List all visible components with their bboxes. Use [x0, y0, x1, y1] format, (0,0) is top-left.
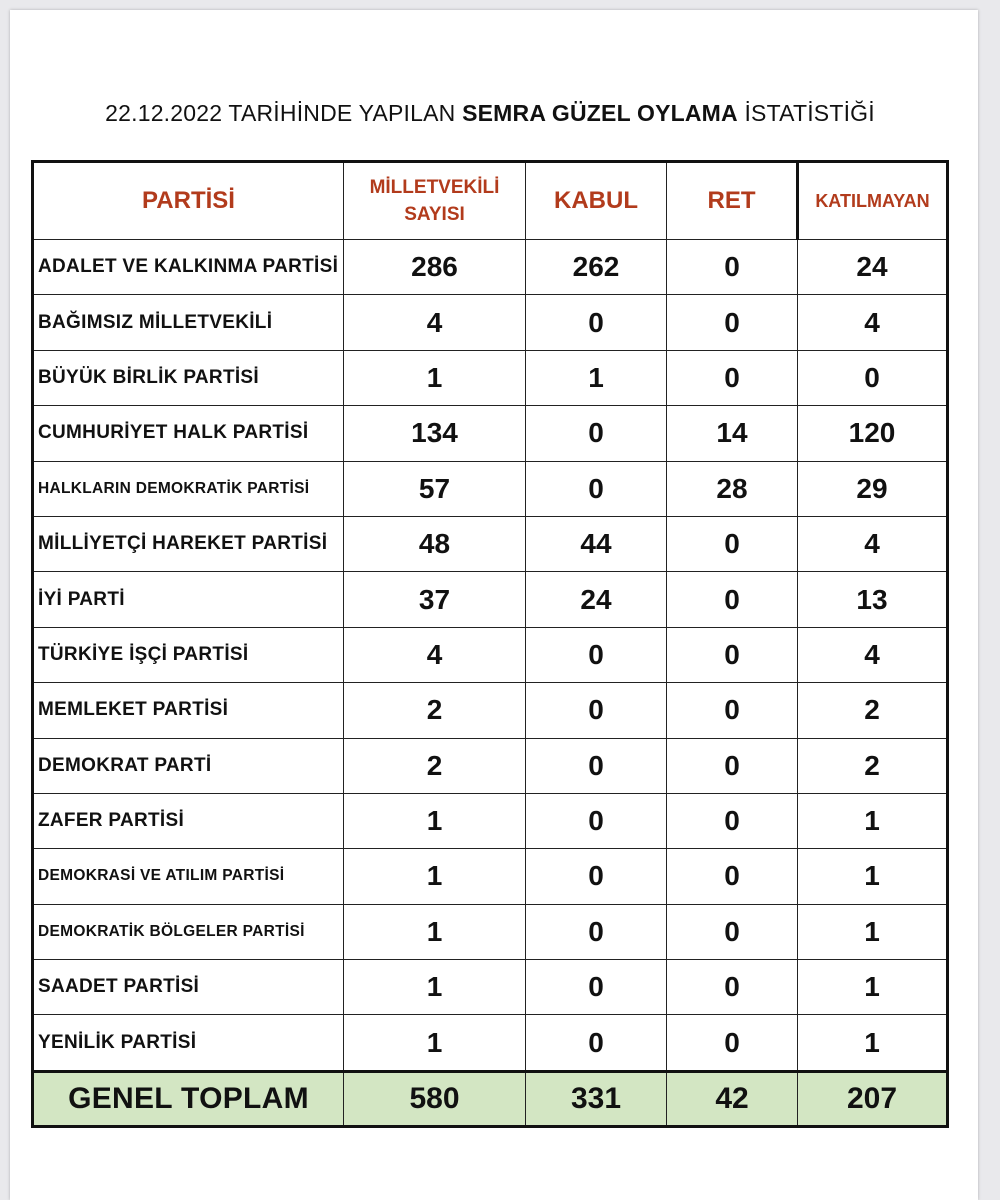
mv-cell: 1 [344, 904, 526, 959]
kabul-cell: 44 [526, 516, 667, 571]
party-cell: MİLLİYETÇİ HAREKET PARTİSİ [33, 516, 344, 571]
table-row [33, 793, 948, 848]
party-cell: DEMOKRATİK BÖLGELER PARTİSİ [33, 904, 344, 959]
mv-cell: 37 [344, 572, 526, 627]
header-mv-line2: SAYISI [404, 204, 465, 225]
mv-cell: 1 [344, 793, 526, 848]
vote-statistics-table [31, 160, 949, 1128]
kabul-cell: 0 [526, 738, 667, 793]
title-suffix: İSTATİSTİĞİ [744, 100, 875, 126]
katilmayan-cell: 1 [798, 1015, 948, 1071]
title-emphasis: SEMRA GÜZEL OYLAMA [462, 100, 738, 126]
kabul-cell: 0 [526, 406, 667, 461]
katilmayan-cell: 1 [798, 793, 948, 848]
header-row [33, 162, 948, 240]
party-cell: TÜRKİYE İŞÇİ PARTİSİ [33, 627, 344, 682]
katilmayan-cell: 24 [798, 240, 948, 295]
table-row [33, 960, 948, 1015]
ret-cell: 0 [667, 738, 798, 793]
katilmayan-cell: 1 [798, 904, 948, 959]
table-row [33, 240, 948, 295]
ret-cell: 0 [667, 793, 798, 848]
mv-cell: 1 [344, 960, 526, 1015]
party-cell: SAADET PARTİSİ [33, 960, 344, 1015]
kabul-cell: 0 [526, 295, 667, 350]
katilmayan-cell: 120 [798, 406, 948, 461]
ret-cell: 14 [667, 406, 798, 461]
katilmayan-cell: 4 [798, 516, 948, 571]
header-katilmayan: KATILMAYAN [798, 162, 948, 240]
header-mv-count [344, 162, 526, 240]
table-row [33, 406, 948, 461]
document-title [0, 100, 990, 127]
kabul-cell: 0 [526, 849, 667, 904]
katilmayan-cell: 4 [798, 295, 948, 350]
ret-cell: 28 [667, 461, 798, 516]
party-cell: ADALET VE KALKINMA PARTİSİ [33, 240, 344, 295]
ret-cell: 0 [667, 350, 798, 405]
kabul-cell: 0 [526, 793, 667, 848]
party-cell: MEMLEKET PARTİSİ [33, 683, 344, 738]
mv-cell: 4 [344, 627, 526, 682]
table-row [33, 1015, 948, 1071]
ret-cell: 0 [667, 572, 798, 627]
header-mv-line1: MİLLETVEKİLİ [369, 177, 500, 198]
table-row [33, 516, 948, 571]
katilmayan-cell: 1 [798, 849, 948, 904]
header-ret: RET [667, 162, 798, 240]
total-mv: 580 [344, 1071, 526, 1126]
ret-cell: 0 [667, 627, 798, 682]
party-cell: DEMOKRAT PARTİ [33, 738, 344, 793]
header-party: PARTİSİ [33, 162, 344, 240]
kabul-cell: 0 [526, 1015, 667, 1071]
katilmayan-cell: 29 [798, 461, 948, 516]
total-row [33, 1071, 948, 1126]
table-row [33, 350, 948, 405]
kabul-cell: 0 [526, 904, 667, 959]
katilmayan-cell: 4 [798, 627, 948, 682]
title-prefix: 22.12.2022 TARİHİNDE YAPILAN [105, 100, 456, 126]
party-cell: CUMHURİYET HALK PARTİSİ [33, 406, 344, 461]
katilmayan-cell: 2 [798, 738, 948, 793]
katilmayan-cell: 0 [798, 350, 948, 405]
header-kabul: KABUL [526, 162, 667, 240]
mv-cell: 134 [344, 406, 526, 461]
kabul-cell: 262 [526, 240, 667, 295]
mv-cell: 2 [344, 683, 526, 738]
table-row [33, 683, 948, 738]
kabul-cell: 0 [526, 627, 667, 682]
table-row [33, 738, 948, 793]
party-cell: HALKLARIN DEMOKRATİK PARTİSİ [33, 461, 344, 516]
table-row [33, 627, 948, 682]
party-cell: YENİLİK PARTİSİ [33, 1015, 344, 1071]
mv-cell: 286 [344, 240, 526, 295]
ret-cell: 0 [667, 516, 798, 571]
kabul-cell: 24 [526, 572, 667, 627]
table-row [33, 904, 948, 959]
mv-cell: 1 [344, 350, 526, 405]
katilmayan-cell: 1 [798, 960, 948, 1015]
mv-cell: 1 [344, 1015, 526, 1071]
total-katilmayan: 207 [798, 1071, 948, 1126]
table-row [33, 461, 948, 516]
kabul-cell: 0 [526, 683, 667, 738]
mv-cell: 2 [344, 738, 526, 793]
total-ret: 42 [667, 1071, 798, 1126]
ret-cell: 0 [667, 1015, 798, 1071]
katilmayan-cell: 2 [798, 683, 948, 738]
party-cell: DEMOKRASİ VE ATILIM PARTİSİ [33, 849, 344, 904]
table-row [33, 295, 948, 350]
kabul-cell: 0 [526, 461, 667, 516]
party-cell: BAĞIMSIZ MİLLETVEKİLİ [33, 295, 344, 350]
ret-cell: 0 [667, 904, 798, 959]
kabul-cell: 0 [526, 960, 667, 1015]
table-row [33, 849, 948, 904]
mv-cell: 57 [344, 461, 526, 516]
ret-cell: 0 [667, 240, 798, 295]
party-cell: BÜYÜK BİRLİK PARTİSİ [33, 350, 344, 405]
ret-cell: 0 [667, 295, 798, 350]
party-cell: ZAFER PARTİSİ [33, 793, 344, 848]
mv-cell: 48 [344, 516, 526, 571]
total-label: GENEL TOPLAM [33, 1071, 344, 1126]
ret-cell: 0 [667, 960, 798, 1015]
ret-cell: 0 [667, 849, 798, 904]
mv-cell: 4 [344, 295, 526, 350]
kabul-cell: 1 [526, 350, 667, 405]
total-kabul: 331 [526, 1071, 667, 1126]
party-cell: İYİ PARTİ [33, 572, 344, 627]
table-row [33, 572, 948, 627]
katilmayan-cell: 13 [798, 572, 948, 627]
mv-cell: 1 [344, 849, 526, 904]
ret-cell: 0 [667, 683, 798, 738]
